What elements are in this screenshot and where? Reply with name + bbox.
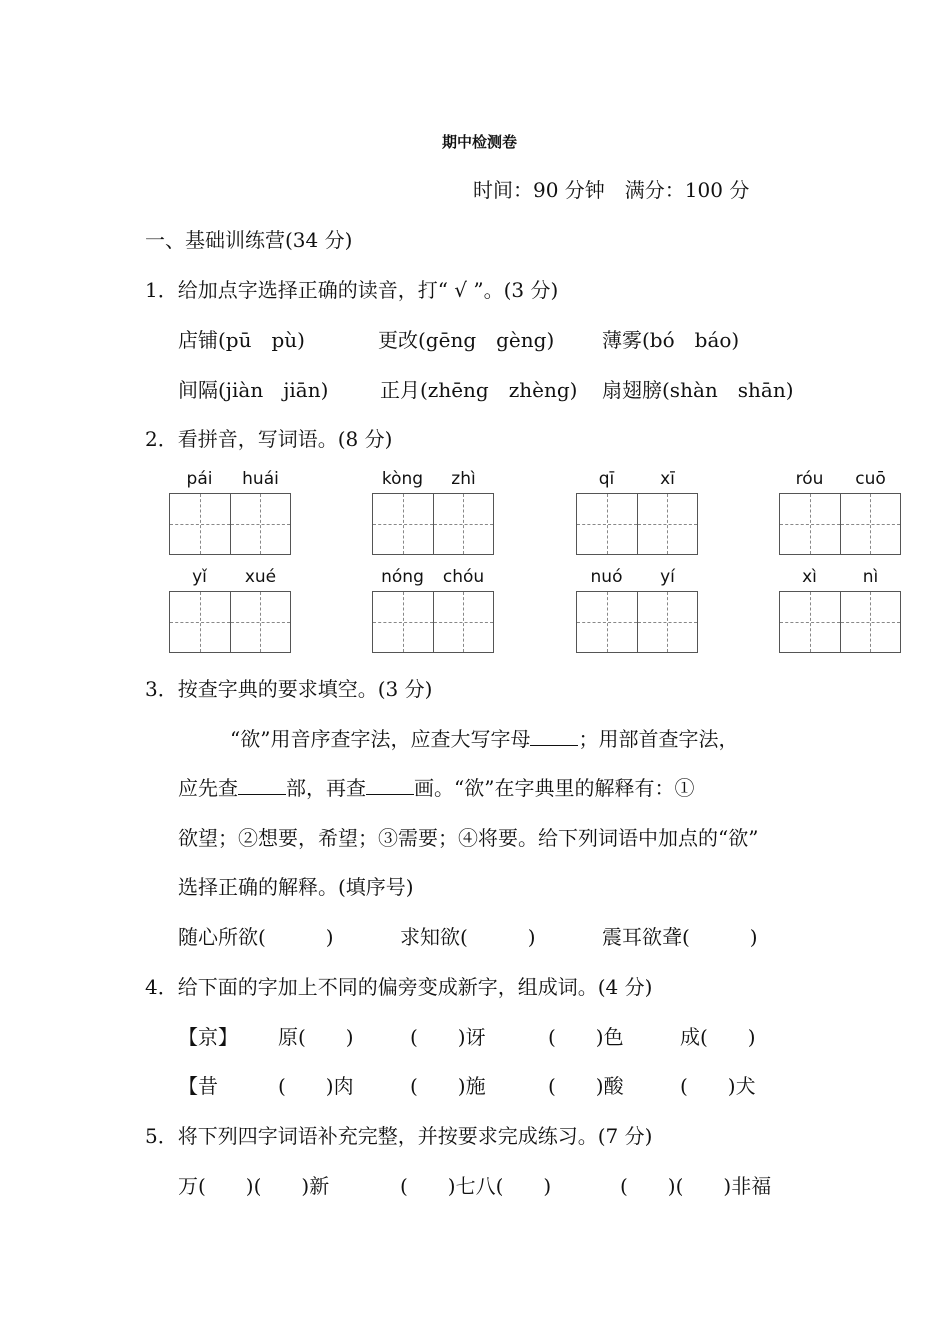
q5-item[interactable]: ( )( )非福 [620, 1174, 772, 1198]
time-info: 时间：90 分钟 满分：100 分 [473, 178, 750, 202]
writing-grid[interactable] [372, 591, 494, 653]
answer-blank[interactable] [366, 776, 414, 795]
q4-root-char: 【昔 [178, 1074, 218, 1098]
q1-option: 店铺(pū pù) [178, 328, 305, 352]
pinyin-label: yǐ [192, 567, 207, 587]
q5-item[interactable]: ( )七八( ) [400, 1174, 552, 1198]
pinyin-label: qī [598, 469, 615, 489]
question-4-prompt: 4．给下面的字加上不同的偏旁变成新字，组成词。(4 分) [145, 975, 653, 999]
pinyin-label: nì [862, 567, 879, 587]
q3-item[interactable]: 震耳欲聋( ) [602, 925, 758, 949]
q1-option: 扇翅膀(shàn shān) [602, 378, 794, 402]
q1-option: 正月(zhēng zhèng) [380, 378, 578, 402]
pinyin-label: pái [186, 469, 213, 489]
pinyin-label: kòng [381, 469, 424, 489]
pinyin-label: cuō [855, 469, 886, 489]
writing-grid[interactable] [372, 493, 494, 555]
q4-item[interactable]: ( )犬 [680, 1074, 756, 1098]
q5-item[interactable]: 万( )( )新 [178, 1174, 330, 1198]
writing-grid[interactable] [779, 591, 901, 653]
q3-paragraph-line: 欲望；②想要，希望；③需要；④将要。给下列词语中加点的“欲” [178, 826, 759, 850]
q3-item[interactable]: 随心所欲( ) [178, 925, 334, 949]
q3-paragraph-line: 应先查 部，再查 画。“欲”在字典里的解释有：① [178, 776, 695, 800]
writing-grid[interactable] [576, 591, 698, 653]
question-5-prompt: 5．将下列四字词语补充完整，并按要求完成练习。(7 分) [145, 1124, 653, 1148]
q4-item[interactable]: ( )讶 [410, 1025, 486, 1049]
q3-paragraph-line: 选择正确的解释。(填序号) [178, 875, 414, 899]
question-3-prompt: 3．按查字典的要求填空。(3 分) [145, 677, 433, 701]
pinyin-label: xì [802, 567, 817, 587]
q3-item[interactable]: 求知欲( ) [400, 925, 536, 949]
writing-grid[interactable] [779, 493, 901, 555]
pinyin-label: róu [795, 469, 824, 489]
writing-grid[interactable] [169, 493, 291, 555]
question-2-prompt: 2．看拼音，写词语。(8 分) [145, 427, 393, 451]
q1-option: 薄雾(bó báo) [602, 328, 740, 352]
pinyin-label: huái [242, 469, 279, 489]
q4-item[interactable]: ( )肉 [278, 1074, 354, 1098]
q4-item[interactable]: 成( ) [680, 1025, 756, 1049]
q4-item[interactable]: 原( ) [278, 1025, 354, 1049]
pinyin-label: nóng [381, 567, 424, 587]
section-heading: 一、基础训练营(34 分) [145, 228, 353, 252]
q4-item[interactable]: ( )色 [548, 1025, 624, 1049]
q4-root-char: 【京】 [178, 1025, 238, 1049]
answer-blank[interactable] [238, 776, 286, 795]
q3-paragraph-line: “欲”用音序查字法，应查大写字母 ；用部首查字法， [230, 727, 739, 751]
q4-item[interactable]: ( )施 [410, 1074, 486, 1098]
pinyin-label: chóu [442, 567, 485, 587]
writing-grid[interactable] [169, 591, 291, 653]
pinyin-label: yí [660, 567, 675, 587]
q1-option: 间隔(jiàn jiān) [178, 378, 329, 402]
q1-option: 更改(gēng gèng) [378, 328, 555, 352]
pinyin-label: zhì [451, 469, 476, 489]
pinyin-label: xī [660, 469, 675, 489]
page-title: 期中检测卷 [442, 133, 518, 151]
q4-item[interactable]: ( )酸 [548, 1074, 624, 1098]
question-1-prompt: 1．给加点字选择正确的读音，打“ √ ”。(3 分) [145, 278, 559, 302]
answer-blank[interactable] [530, 727, 578, 746]
pinyin-label: xué [244, 567, 277, 587]
pinyin-label: nuó [590, 567, 623, 587]
writing-grid[interactable] [576, 493, 698, 555]
